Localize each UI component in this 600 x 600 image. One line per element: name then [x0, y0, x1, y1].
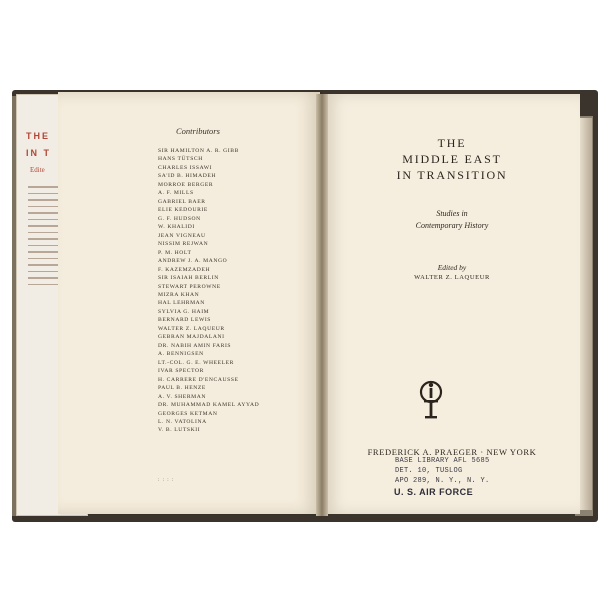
- publisher-line: FREDERICK A. PRAEGER · NEW YORK: [367, 447, 537, 457]
- jacket-title: THE IN T: [26, 131, 51, 158]
- title-line-2: MIDDLE EAST: [402, 152, 502, 166]
- contributor-name: DR. MUHAMMAD KAMEL AYYAD: [158, 402, 260, 409]
- contributor-name: SA'ID B. HIMADEH: [158, 173, 216, 180]
- library-stamp-force: U. S. AIR FORCE: [394, 487, 474, 497]
- jacket-edited-fragment: Edite: [30, 166, 45, 174]
- contributor-name: A. V. SHERMAN: [158, 393, 207, 400]
- title-line-1: THE: [437, 136, 467, 150]
- contributor-name: G. F. HUDSON: [158, 215, 201, 222]
- contributors-list: [158, 147, 259, 435]
- editor-name: WALTER Z. LAQUEUR: [414, 274, 490, 281]
- edited-by-label: Edited by: [437, 263, 467, 272]
- contributor-name: BERNARD LEWIS: [158, 317, 212, 324]
- title-line-3: IN TRANSITION: [396, 168, 508, 182]
- contributor-name: JEAN VIGNEAU: [158, 232, 206, 239]
- contributor-name: NISSIM REJWAN: [158, 241, 209, 248]
- contributor-name: H. CARRERE D'ENCAUSSE: [158, 376, 239, 383]
- contributor-name: ANDREW J. A. MANGO: [158, 258, 228, 265]
- contributor-name: HAL LEHRMAN: [158, 300, 205, 307]
- subtitle-line-1: Studies in: [436, 209, 468, 218]
- page-stack-edge: [580, 118, 592, 510]
- praeger-logo-icon: [418, 376, 444, 422]
- contributor-name: GEORGES KETMAN: [158, 410, 218, 417]
- contributor-name: GEBRAN MAJDALANI: [158, 334, 225, 341]
- contributor-name: F. KAZEMZADEH: [158, 266, 211, 273]
- contributor-name: SIR ISAIAH BERLIN: [158, 275, 219, 282]
- contributor-name: CHARLES ISSAWI: [158, 164, 213, 171]
- contributor-name: LT.-COL. G. E. WHEELER: [158, 359, 235, 366]
- contributor-name: SYLVIA G. HAIM: [158, 308, 210, 315]
- page-marks: : : : :: [158, 478, 175, 483]
- contributor-name: V. B. LUTSKII: [158, 427, 201, 434]
- contributor-name: GABRIEL BAER: [158, 198, 206, 205]
- contributor-name: MORROE BERGER: [158, 181, 214, 188]
- library-stamp-line-2: DET. 10, TUSLOG: [395, 467, 463, 475]
- contributor-name: A. F. MILLS: [158, 190, 194, 197]
- contributor-name: W. KHALIDI: [158, 224, 195, 231]
- subtitle-line-2: Contemporary History: [415, 221, 489, 230]
- contributor-name: IVAR SPECTOR: [158, 368, 205, 375]
- contributor-name: PAUL B. HENZE: [158, 385, 206, 392]
- contributor-name: SIR HAMILTON A. R. GIBB: [158, 148, 239, 154]
- jacket-text-lines: [28, 186, 60, 290]
- book-gutter: [316, 94, 328, 516]
- contributors-heading: Contributors: [176, 126, 220, 136]
- contributor-name: WALTER Z. LAQUEUR: [158, 325, 225, 332]
- contributor-name: P. M. HOLT: [158, 249, 192, 256]
- library-stamp-line-1: BASE LIBRARY AFL 5685: [395, 457, 490, 465]
- contributor-name: DR. NABIH AMIN FARIS: [158, 342, 232, 349]
- contributor-name: A. BENNIGSEN: [158, 351, 204, 358]
- library-stamp-line-3: APO 289, N. Y., N. Y.: [395, 477, 490, 485]
- contributor-name: L. N. VATOLINA: [158, 419, 207, 425]
- contributor-name: STEWART PEROWNE: [158, 283, 221, 290]
- contributor-name: MIZRA KHAN: [158, 291, 200, 298]
- contributor-name: ELIE KEDOURIE: [158, 207, 208, 214]
- contributor-name: HANS TÜTSCH: [158, 156, 203, 163]
